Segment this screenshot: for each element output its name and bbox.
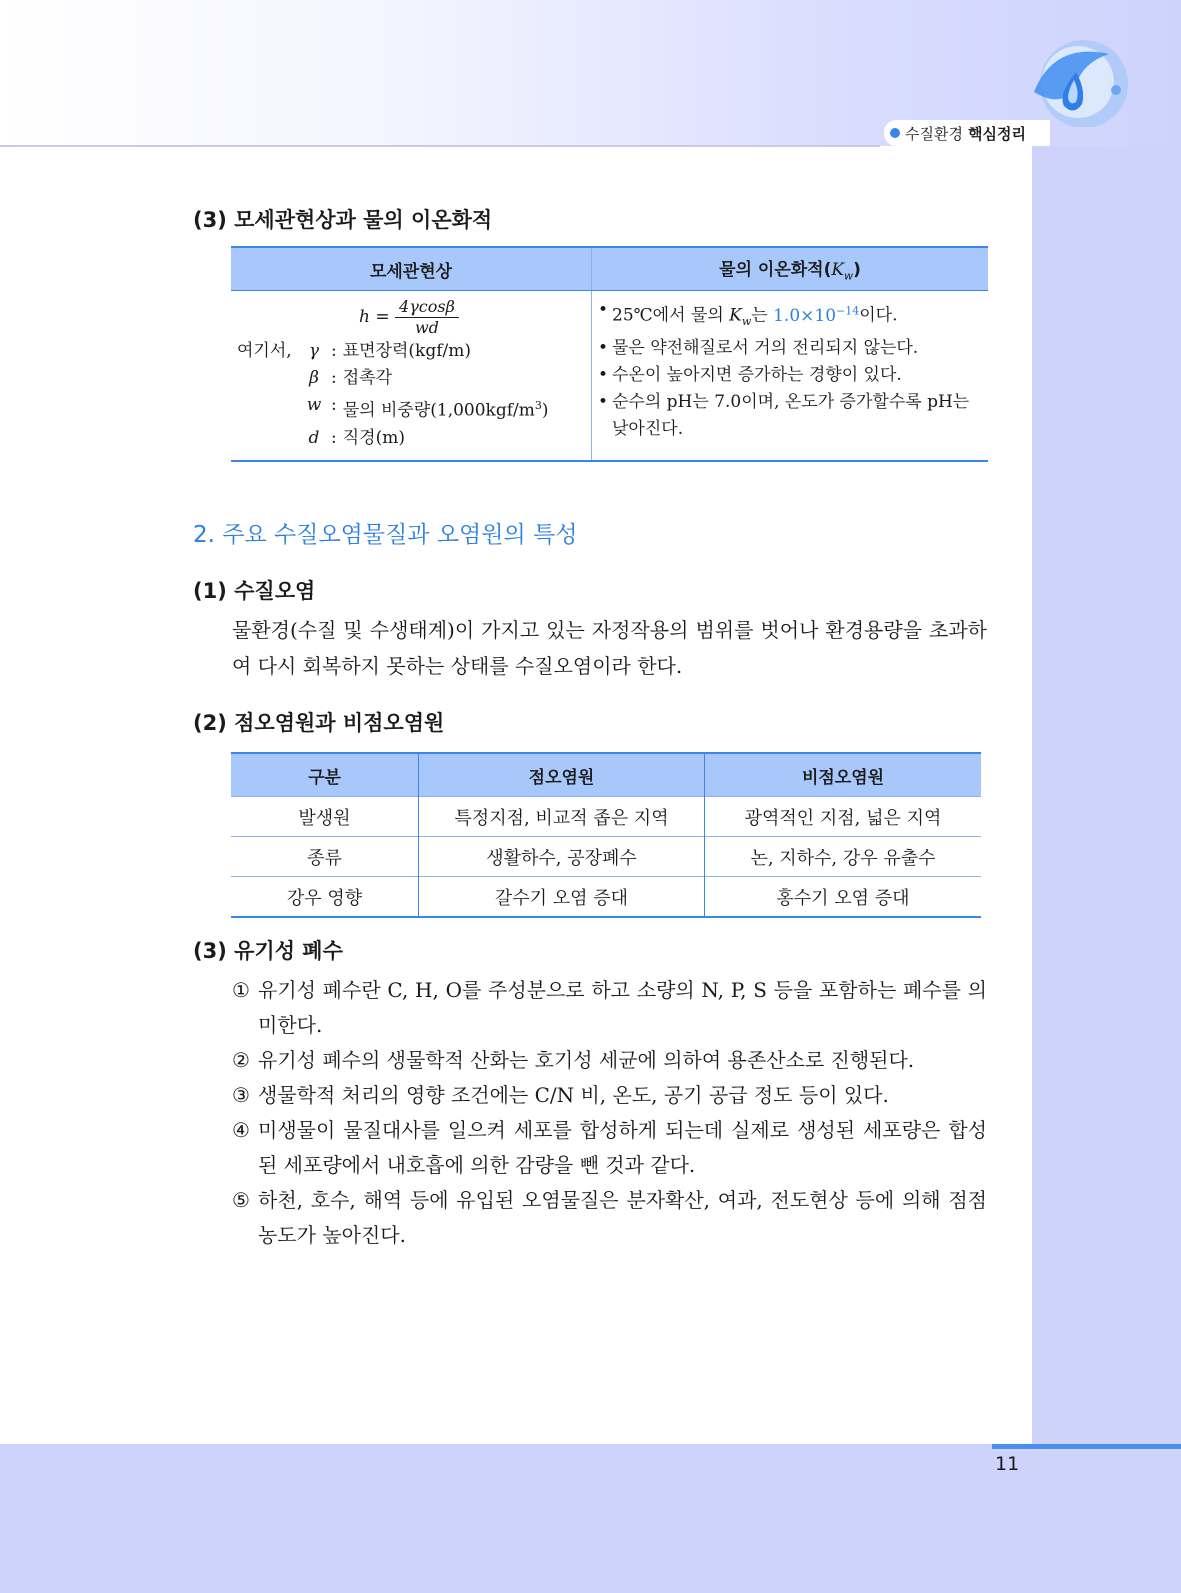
heading-capillary: (3) 모세관현상과 물의 이온화적: [193, 208, 493, 232]
definition-row: [237, 392, 591, 425]
k-symbol: K: [831, 260, 845, 281]
def-colon: :: [331, 395, 337, 415]
k-subscript: w: [844, 269, 854, 283]
section-heading-2: 2. 주요 수질오염물질과 오염원의 특성: [193, 522, 578, 548]
heading-point-nonpoint: (2) 점오염원과 비점오염원: [193, 711, 445, 735]
table-cell: 생활하수, 공장폐수: [419, 837, 705, 877]
section-label-bold: 핵심정리: [967, 124, 1026, 143]
definition-row: [237, 425, 591, 452]
header-close-paren: ): [853, 260, 861, 281]
pollution-source-table: [231, 752, 981, 918]
list-marker: ②: [232, 1048, 250, 1072]
formula-numerator: 4γcosβ: [395, 297, 459, 318]
kw-exponent: −14: [836, 304, 860, 317]
def-colon: :: [331, 427, 337, 448]
def-superscript: 3: [534, 399, 542, 412]
ionization-bullets: [592, 297, 988, 443]
list-marker: ①: [232, 978, 250, 1002]
heading-water-pollution: (1) 수질오염: [193, 579, 316, 603]
page-number: 11: [995, 1453, 1020, 1475]
capillary-cell: [231, 291, 592, 461]
capillary-table: [231, 246, 988, 462]
def-colon: :: [331, 368, 337, 388]
list-item: [232, 1078, 987, 1113]
col-header-point: 점오염원: [419, 753, 705, 797]
table-cell: 광역적인 지점, 넓은 지역: [705, 797, 982, 837]
bullet-item: • 수온이 높아지면 증가하는 경향이 있다.: [598, 362, 982, 389]
bullet-item: • 순수의 pH는 7.0이며, 온도가 증가할수록 pH는 낮아진다.: [598, 389, 982, 443]
def-text: 직경(m): [342, 427, 405, 448]
table-cell: 논, 지하수, 강우 유출수: [705, 837, 982, 877]
def-text-tail: ): [541, 400, 549, 421]
def-text: 접촉각: [342, 368, 393, 388]
list-item-text: 유기성 폐수의 생물학적 산화는 호기성 세균에 의하여 용존산소로 진행된다.: [258, 1048, 915, 1072]
table-row: [231, 837, 981, 877]
ionization-col-header: [592, 247, 989, 291]
ionization-header-text: 물의 이온화적(: [719, 260, 832, 281]
formula-denominator: wd: [414, 318, 439, 337]
table-cell: 강우 영향: [231, 877, 419, 918]
bullet-text: 는: [751, 305, 774, 326]
table-cell: 발생원: [231, 797, 419, 837]
k-symbol: K: [729, 305, 742, 326]
list-marker: ③: [232, 1083, 250, 1107]
bullet-text: 이다.: [859, 305, 898, 326]
heading-organic-wastewater: (3) 유기성 폐수: [193, 939, 343, 963]
def-symbol: β: [309, 368, 319, 388]
def-symbol: w: [306, 395, 322, 415]
section-label-prefix: 수질환경: [905, 124, 963, 143]
list-item-text: 생물학적 처리의 영향 조건에는 C/N 비, 온도, 공기 공급 정도 등이 있다.: [258, 1083, 889, 1107]
table-row: [231, 797, 981, 837]
list-item: [232, 973, 987, 1043]
where-label: 여기서,: [237, 341, 292, 361]
def-text-main: 물의 비중량(1,000kgf/m: [342, 400, 535, 421]
bullet-item: [598, 297, 982, 335]
def-symbol: d: [308, 427, 320, 448]
organic-wastewater-list: [232, 973, 987, 1253]
table-row: [231, 877, 981, 918]
list-item: [232, 1043, 987, 1078]
side-strip: [1032, 146, 1181, 1446]
list-item-text: 하천, 호수, 해역 등에 유입된 오염물질은 분자확산, 여과, 전도현상 등에 의해 점점 농도가 높아진다.: [258, 1188, 987, 1247]
def-text: 표면장력(kgf/m): [342, 341, 472, 361]
bullet-text: 25℃에서 물의: [612, 305, 730, 326]
definition-row: [237, 365, 591, 392]
list-marker: ⑤: [232, 1188, 250, 1212]
k-subscript: w: [741, 315, 752, 329]
kw-value: [773, 306, 859, 326]
ionization-cell: [592, 291, 989, 461]
list-item: [232, 1183, 987, 1253]
list-item-text: 미생물이 물질대사를 일으켜 세포를 합성하게 되는데 실제로 생성된 세포량은 합성된 세포량에서 내호흡에 의한 감량을 뺀 것과 같다.: [258, 1118, 987, 1177]
table-cell: 홍수기 오염 증대: [705, 877, 982, 918]
water-drop-logo-icon: [1014, 32, 1139, 127]
bullet-dot-icon: [890, 128, 900, 138]
table-cell: 특정지점, 비교적 좁은 지역: [419, 797, 705, 837]
kw-base: 1.0×10: [773, 305, 837, 326]
col-header-nonpoint: 비점오염원: [705, 753, 982, 797]
capillary-formula: [231, 297, 591, 338]
def-colon: :: [331, 341, 337, 361]
def-text: [343, 392, 549, 425]
list-item-text: 유기성 폐수란 C, H, O를 주성분으로 하고 소량의 N, P, S 등을 포함하는 폐수를 의미한다.: [258, 978, 987, 1037]
section-label: [884, 120, 1050, 146]
def-symbol: γ: [308, 341, 320, 361]
definition-row: [237, 338, 591, 365]
water-pollution-paragraph: 물환경(수질 및 수생태계)이 가지고 있는 자정작용의 범위를 벗어나 환경용량을 초과하여 다시 회복하지 못하는 상태를 수질오염이라 한다.: [232, 618, 987, 678]
formula-lhs: h =: [359, 307, 390, 327]
table-cell: 종류: [231, 837, 419, 877]
bullet-item: • 물은 약전해질로서 거의 전리되지 않는다.: [598, 335, 982, 362]
formula-fraction: [395, 297, 459, 338]
col-header-category: 구분: [231, 753, 419, 797]
table-cell: 갈수기 오염 증대: [419, 877, 705, 918]
list-marker: ④: [232, 1118, 250, 1142]
definition-list: [231, 338, 591, 452]
list-item: [232, 1113, 987, 1183]
capillary-col-header: 모세관현상: [231, 247, 592, 291]
footer-accent: [992, 1444, 1181, 1449]
header-divider: [0, 145, 880, 147]
